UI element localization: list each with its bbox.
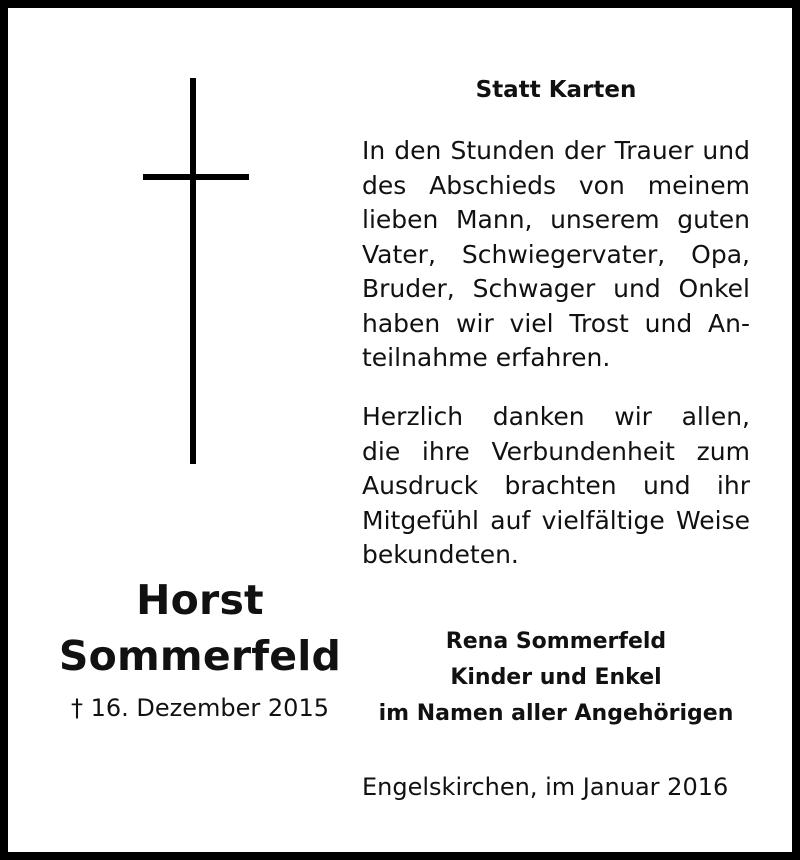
paragraph-line: lieben Mann, unserem guten	[362, 205, 750, 234]
paragraph-line: bekundeten.	[362, 540, 519, 569]
paragraph-line: Herzlich danken wir allen,	[362, 402, 750, 431]
thanks-paragraph-1	[362, 134, 750, 376]
notice-heading: Statt Karten	[475, 77, 637, 103]
paragraph-line: des Abschieds von meinem	[362, 170, 750, 200]
deceased-first-name: Horst	[136, 576, 264, 624]
signature-line: Rena Sommerfeld	[445, 629, 667, 654]
place-and-date: Engelskirchen, im Januar 2016	[362, 773, 729, 801]
cross-vertical-bar	[190, 78, 196, 464]
signature-block	[362, 624, 750, 732]
thanks-paragraph-2	[362, 400, 750, 573]
paragraph-line: die ihre Verbundenheit zum	[362, 436, 750, 466]
paragraph-line: Vater, Schwiegervater, Opa,	[362, 239, 750, 269]
paragraph-line: haben wir viel Trost und An-	[362, 308, 750, 338]
death-date: † 16. Dezember 2015	[71, 694, 329, 722]
cross-horizontal-bar	[143, 174, 249, 180]
paragraph-line: teilnahme erfahren.	[362, 343, 611, 372]
paragraph-line: Mitgefühl auf vielfältige Weise	[362, 505, 750, 535]
paragraph-line: Ausdruck brachten und ihr	[362, 471, 750, 500]
signature-line: Kinder und Enkel	[450, 665, 662, 690]
paragraph-line: Bruder, Schwager und Onkel	[362, 274, 750, 303]
signature-line: im Namen aller Angehörigen	[378, 701, 734, 726]
paragraph-line: In den Stunden der Trauer und	[362, 136, 750, 165]
deceased-last-name: Sommerfeld	[58, 632, 342, 680]
